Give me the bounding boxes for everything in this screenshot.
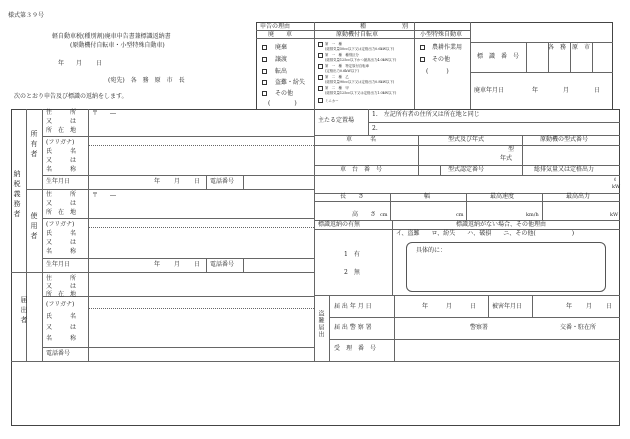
model-suffix: 型 [508, 146, 515, 153]
moped-checkbox-3[interactable] [318, 75, 323, 80]
owner-address-label-0: 住 所 [46, 109, 77, 116]
special-other-paren: ( ) [426, 68, 449, 75]
scrap-date-label: 廃車年月日 [474, 87, 505, 94]
moped-type-3: 第 二 種 乙 [325, 75, 349, 79]
date-month-label: 月 [76, 60, 83, 67]
cert-number-label: 型式認定番号 [448, 166, 485, 173]
year-suffix: 年式 [500, 155, 513, 162]
receipt-number-label: 受 理 番 号 [334, 345, 377, 352]
moped-type-5: ミニカー [325, 99, 339, 103]
notifier-name-label-1: 氏 名 [46, 313, 77, 320]
damage-date-label: 被害年月日 [492, 303, 523, 310]
owner-birth-month: 月 [174, 178, 181, 185]
engine-model-label: 原動機の型式番号 [540, 136, 589, 143]
owner-name-label-2: 又 は [46, 157, 77, 164]
owner-label: 所有者 [30, 130, 38, 160]
length-label: 長 さ [340, 193, 365, 200]
storage-label: 主たる定置場 [318, 117, 355, 124]
owner-name-label-0: (フリガナ) [46, 139, 75, 146]
owner-birth-year: 年 [154, 178, 161, 185]
reason-checkbox-2[interactable] [262, 69, 267, 74]
moped-type-2-sub: (定格出力0.6kW以下) [325, 69, 359, 73]
power-unit: kW [610, 212, 619, 218]
special-item-1: その他 [432, 56, 451, 63]
special-header: 小型特殊自動車 [420, 31, 463, 38]
type-header: 種 別 [360, 23, 409, 30]
reason-checkbox-0[interactable] [262, 45, 267, 50]
moped-checkbox-2[interactable] [318, 64, 323, 69]
owner-name-label-1: 氏 名 [46, 148, 77, 155]
model-year-label: 型式及び年式 [448, 136, 485, 143]
owner-postal[interactable]: 〒 ― [92, 110, 117, 117]
speed-label: 最高速度 [490, 193, 515, 200]
user-name-label-3: 名 称 [46, 248, 77, 255]
form-subtitle: (原動機付自転車・小型特殊自動車) [70, 42, 165, 49]
damage-year: 年 [566, 303, 573, 310]
taxpayer-label: 納税義務者 [13, 170, 21, 220]
theft-date-label: 届 出 年 月 日 [334, 303, 372, 310]
user-birth-day: 日 [194, 261, 201, 268]
specifics-label: 具体的に： [416, 247, 447, 254]
moped-checkbox-1[interactable] [318, 53, 323, 58]
reason-item-2: 転出 [275, 68, 288, 75]
reason-checkbox-3[interactable] [262, 80, 267, 85]
form-title: 軽自動車税(種別割)廃車申告書兼標識返納書 [52, 33, 171, 40]
reason-checkbox-4[interactable] [262, 91, 267, 96]
notifier-label: 届出者 [20, 296, 28, 326]
theft-year: 年 [422, 303, 429, 310]
height-label: 高 さ [352, 211, 377, 218]
user-address-label-1: 又 は [46, 200, 77, 207]
moped-checkbox-5[interactable] [318, 98, 323, 103]
addressee: (宛先) 各 務 原 市 長 [108, 77, 185, 84]
user-label: 使用者 [30, 212, 38, 242]
form-number: 様式第３９号 [8, 12, 45, 19]
unit-kw-small: kW [612, 184, 621, 190]
user-name-label-0: (フリガナ) [46, 221, 75, 228]
notifier-address-label-2: 所 在 地 [46, 291, 77, 298]
date-day-label: 日 [96, 60, 103, 67]
koban-suffix: 交番・駐在所 [560, 324, 597, 331]
user-address-label-2: 所 在 地 [46, 209, 77, 216]
no-return-reasons[interactable]: イ、盗難 ロ、紛失 ハ、破損 ニ、その他( ) [396, 230, 575, 237]
plate-label: 標 識 番 号 [477, 53, 520, 60]
user-birth-year: 年 [154, 261, 161, 268]
reason-other-paren: ( ) [268, 100, 297, 107]
displacement-label: 総排気量又は定格出力 [534, 166, 595, 173]
owner-address-label-1: 又 は [46, 118, 77, 125]
user-birth-label: 生年月日 [46, 261, 71, 268]
storage-option-2[interactable]: 2. [372, 125, 378, 132]
no-return-reason-label: 標識返納がない場合、その他理由 [456, 221, 547, 228]
moped-type-0-sub: (総排気量50cc以下又は定格出力0.6kW以下) [325, 47, 395, 51]
notifier-address-label-1: 又 は [46, 283, 77, 290]
plate-return-label: 標識返納の有無 [318, 221, 361, 228]
power-label: 最高出力 [566, 193, 591, 200]
owner-phone-label: 電話番号 [210, 178, 235, 185]
moped-type-0: 第 一 種 [325, 42, 342, 46]
moped-type-1: 第 一 種 種別区分 [325, 53, 359, 57]
damage-month: 月 [586, 303, 593, 310]
damage-day: 日 [606, 303, 613, 310]
width-unit: cm [456, 212, 464, 218]
reason-checkbox-1[interactable] [262, 57, 267, 62]
police-suffix: 警察署 [470, 324, 489, 331]
special-checkbox-0[interactable] [420, 45, 425, 50]
special-item-0: 農耕作業用 [432, 44, 463, 51]
width-label: 幅 [424, 193, 431, 200]
user-name-label-1: 氏 名 [46, 230, 77, 237]
reason-item-0: 廃棄 [275, 44, 288, 51]
storage-option-1[interactable]: 1. 左記所有者の住所又は所在地と同じ [372, 111, 480, 118]
owner-birth-day: 日 [194, 178, 201, 185]
plate-return-no[interactable]: 2 無 [344, 269, 360, 276]
vehicle-name-label: 車 名 [346, 136, 377, 143]
user-phone-label: 電話番号 [210, 261, 235, 268]
moped-type-4: 第 二 種 甲 [325, 86, 349, 90]
reason-header: 申告の理由 [260, 23, 291, 30]
moped-type-2: 第 一 種 特定原付自転車 [325, 64, 370, 68]
plate-return-yes[interactable]: 1 有 [344, 251, 360, 258]
moped-type-3-sub: (総排気量90cc以下又は定格出力0.8kW以下) [325, 80, 395, 84]
police-station-label: 届 出 警 察 署 [334, 324, 372, 331]
moped-type-4-sub: (総排気量125cc以下又は定格出力1.0kW以下) [325, 91, 397, 95]
user-address-label-0: 住 所 [46, 191, 77, 198]
scrap-month: 月 [563, 87, 570, 94]
theft-month: 月 [446, 303, 453, 310]
moped-type-1-sub: (総排気量125cc以下かつ最高出力4.0kW以下) [325, 58, 397, 62]
date-year-label: 年 [58, 60, 65, 67]
speed-unit: km/h [526, 212, 539, 218]
scrap-day: 日 [594, 87, 601, 94]
notifier-name-label-0: (フリガナ) [46, 301, 75, 308]
intro-text: 次のとおり申告及び標識の返納をします。 [14, 93, 128, 100]
theft-day: 日 [470, 303, 477, 310]
owner-birth-label: 生年月日 [46, 178, 71, 185]
reason-item-1: 譲渡 [275, 56, 288, 63]
plate-city: 各 務 原 市 [548, 44, 591, 51]
user-postal[interactable]: 〒 ― [92, 192, 117, 199]
moped-checkbox-4[interactable] [318, 86, 323, 91]
moped-header: 原動機付自転車 [336, 31, 379, 38]
notifier-name-label-3: 名 称 [46, 335, 77, 342]
notifier-phone-label: 電話番号 [46, 350, 71, 357]
moped-checkbox-0[interactable] [318, 42, 323, 47]
reason-item-3: 盗難・紛失 [275, 79, 306, 86]
special-checkbox-1[interactable] [420, 57, 425, 62]
reason-item-4: その他 [275, 90, 294, 97]
theft-side-label: 盗難届出 [317, 310, 324, 338]
notifier-address-label-0: 住 所 [46, 275, 77, 282]
user-name-label-2: 又 は [46, 239, 77, 246]
length-unit: cm [380, 212, 388, 218]
unit-liter: ℓ [614, 177, 617, 183]
owner-name-label-3: 名 称 [46, 166, 77, 173]
reason-col-header: 廃 車 [268, 31, 293, 38]
frame-number-label: 車 台 番 号 [340, 166, 383, 173]
owner-address-label-2: 所 在 地 [46, 127, 77, 134]
notifier-name-label-2: 又 は [46, 324, 77, 331]
scrap-year: 年 [532, 87, 539, 94]
user-birth-month: 月 [174, 261, 181, 268]
